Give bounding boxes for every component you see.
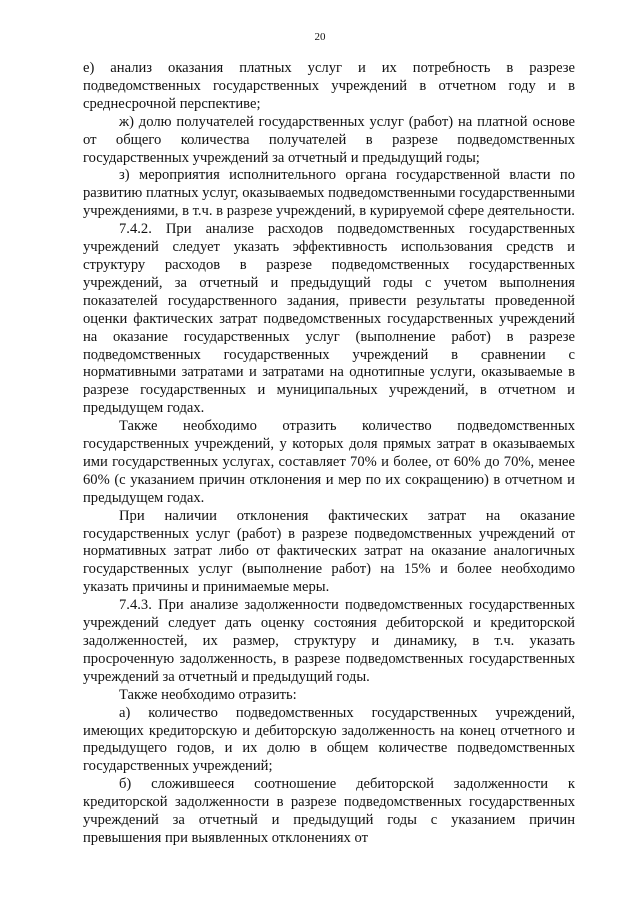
document-body <box>83 60 575 848</box>
paragraph-item-b: б) сложившееся соотношение дебиторской задолженности к кредиторской задолженности в разрезе подведомственных государственных учреждений за отчетный и предыдущий годы с указанием причин превышения при выявленных отклонениях от <box>83 776 575 846</box>
paragraph-item-zh: ж) долю получателей государственных услуг (работ) на платной основе от общего количества получателей в разрезе подведомственных государственных учреждений за отчетный и предыдущий годы; <box>83 113 575 166</box>
page-number: 20 <box>314 31 326 43</box>
paragraph-7-4-3: 7.4.3. При анализе задолженности подведомственных государственных учреждений следует дать оценку состояния дебиторской и кредиторской задолженностей, их размер, структуру и динамику, в т.ч. указать просроченную задолженность, в разрезе подведомственных государственных учреждений за отчетный и предыдущий годы. <box>83 597 575 685</box>
paragraph-also-reflect: Также необходимо отразить: <box>119 686 297 703</box>
paragraph-item-e: е) анализ оказания платных услуг и их потребность в разрезе подведомственных государственных учреждений в отчетном году и в среднесрочной перспективе; <box>83 60 575 112</box>
paragraph-item-z: з) мероприятия исполнительного органа государственной власти по развитию платных услуг, оказываемых подведомственными государственными учреждениями, в т.ч. в разрезе учреждений, в курируемой сфере деятельности. <box>83 167 575 220</box>
paragraph-direct-costs: Также необходимо отразить количество подведомственных государственных учреждений, у которых доля прямых затрат в оказываемых ими государственных услугах, составляет 70% и более, от 60% до 70%, менее 60% (с указанием причин отклонения и мер по их сокращению) в отчетном и предыдущем годах. <box>83 418 575 506</box>
paragraph-7-4-2: 7.4.2. При анализе расходов подведомственных государственных учреждений следует указать эффективность использования средств и структуру расходов в разрезе подведомственных государственных учреждений, за отчетный и предыдущий годы с учетом выполнения показателей государственного задания, привести результаты проведенной оценки фактических затрат подведомственных государственных учреждений на оказание государственных услуг (выполнение работ) в разрезе подведомственных государственных учреждений в сравнении с нормативными затратами и затратами на однотипные услуги, оказываемые в разрезе государственных и муниципальных учреждений, в отчетном и предыдущем годах. <box>83 221 575 417</box>
paragraph-cost-deviation: При наличии отклонения фактических затрат на оказание государственных услуг (работ) в разрезе подведомственных учреждений от нормативных затрат либо от фактических затрат на оказание аналогичных государственных услуг (выполнение работ) на 15% и более необходимо указать причины и принимаемые меры. <box>83 507 575 596</box>
paragraph-item-a: а) количество подведомственных государственных учреждений, имеющих кредиторскую и дебиторскую задолженность на конец отчетного и предыдущего годов, и их долю в общем количестве подведомственных государственных учреждений; <box>83 704 575 775</box>
